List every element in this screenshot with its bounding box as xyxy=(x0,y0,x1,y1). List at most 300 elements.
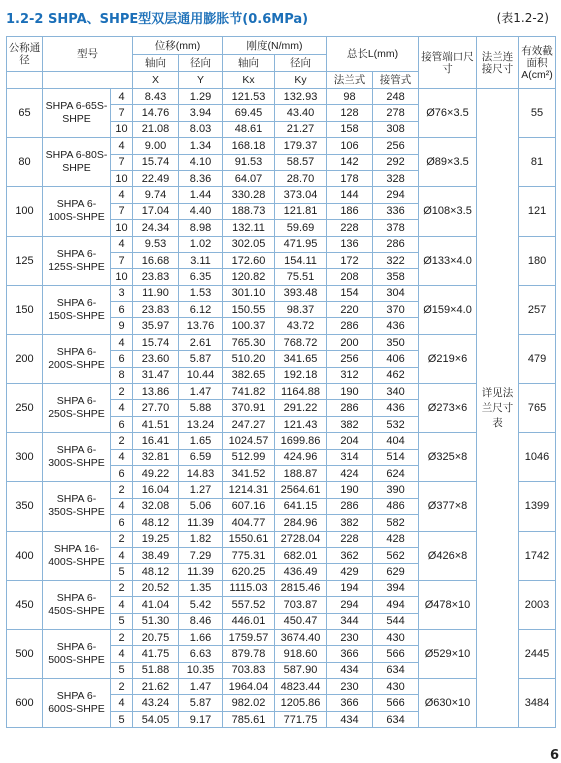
stiff-kx-cell: 341.52 xyxy=(223,465,275,481)
stiff-kx-cell: 302.05 xyxy=(223,236,275,252)
wave-count-cell: 2 xyxy=(111,531,133,547)
wave-count-cell: 7 xyxy=(111,252,133,268)
pipe-length-cell: 430 xyxy=(373,679,419,695)
stiff-kx-cell: 1024.57 xyxy=(223,433,275,449)
stiff-ky-cell: 43.72 xyxy=(275,318,327,334)
effective-area-cell: 257 xyxy=(519,285,556,334)
flange-length-cell: 424 xyxy=(327,465,373,481)
flange-length-cell: 366 xyxy=(327,646,373,662)
pipe-length-cell: 462 xyxy=(373,367,419,383)
disp-y-cell: 1.53 xyxy=(179,285,223,301)
table-row xyxy=(7,384,556,400)
wave-count-cell: 10 xyxy=(111,269,133,285)
stiff-ky-cell: 132.93 xyxy=(275,89,327,105)
stiff-kx-cell: 168.18 xyxy=(223,138,275,154)
nominal-diameter-cell: 450 xyxy=(7,580,43,629)
pipe-end-size-cell: Ø219×6 xyxy=(419,334,477,383)
spec-table xyxy=(6,36,556,728)
table-row xyxy=(7,679,556,695)
stiff-kx-cell: 64.07 xyxy=(223,170,275,186)
model-cell: SHPA 6-600S-SHPE xyxy=(43,679,111,728)
wave-count-cell: 2 xyxy=(111,384,133,400)
table-body xyxy=(7,89,556,728)
flange-length-cell: 382 xyxy=(327,416,373,432)
table-row xyxy=(7,334,556,350)
header-model: 型号 xyxy=(43,37,133,72)
disp-y-cell: 1.47 xyxy=(179,679,223,695)
nominal-diameter-cell: 600 xyxy=(7,679,43,728)
effective-area-cell: 121 xyxy=(519,187,556,236)
stiff-kx-cell: 330.28 xyxy=(223,187,275,203)
stiff-ky-cell: 1164.88 xyxy=(275,384,327,400)
stiff-kx-cell: 741.82 xyxy=(223,384,275,400)
disp-x-cell: 9.00 xyxy=(133,138,179,154)
pipe-length-cell: 390 xyxy=(373,482,419,498)
pipe-end-size-cell: Ø108×3.5 xyxy=(419,187,477,236)
table-row xyxy=(7,138,556,154)
stiff-kx-cell: 510.20 xyxy=(223,351,275,367)
pipe-length-cell: 248 xyxy=(373,89,419,105)
flange-length-cell: 154 xyxy=(327,285,373,301)
header-stiff-radial: 径向 xyxy=(275,55,327,72)
model-cell: SHPA 6-500S-SHPE xyxy=(43,629,111,678)
disp-x-cell: 54.05 xyxy=(133,711,179,727)
pipe-end-size-cell: Ø377×8 xyxy=(419,482,477,531)
disp-y-cell: 1.65 xyxy=(179,433,223,449)
table-row xyxy=(7,89,556,105)
flange-length-cell: 314 xyxy=(327,449,373,465)
stiff-ky-cell: 121.43 xyxy=(275,416,327,432)
pipe-length-cell: 532 xyxy=(373,416,419,432)
table-row xyxy=(7,629,556,645)
stiff-ky-cell: 918.60 xyxy=(275,646,327,662)
wave-count-cell: 5 xyxy=(111,711,133,727)
header-stiff-axial: 轴向 xyxy=(223,55,275,72)
stiff-ky-cell: 1205.86 xyxy=(275,695,327,711)
effective-area-cell: 1742 xyxy=(519,531,556,580)
flange-length-cell: 362 xyxy=(327,547,373,563)
pipe-length-cell: 436 xyxy=(373,400,419,416)
model-cell: SHPA 6-65S-SHPE xyxy=(43,89,111,138)
stiff-ky-cell: 703.87 xyxy=(275,597,327,613)
disp-y-cell: 11.39 xyxy=(179,515,223,531)
wave-count-cell: 3 xyxy=(111,285,133,301)
table-number: (表1.2-2) xyxy=(496,11,549,25)
disp-x-cell: 21.62 xyxy=(133,679,179,695)
stiff-kx-cell: 172.60 xyxy=(223,252,275,268)
flange-length-cell: 228 xyxy=(327,531,373,547)
disp-y-cell: 13.76 xyxy=(179,318,223,334)
header-flange-size: 法兰连接尺寸 xyxy=(477,37,519,89)
disp-y-cell: 1.34 xyxy=(179,138,223,154)
disp-y-cell: 5.42 xyxy=(179,597,223,613)
model-cell: SHPA 6-350S-SHPE xyxy=(43,482,111,531)
disp-y-cell: 1.35 xyxy=(179,580,223,596)
disp-x-cell: 41.51 xyxy=(133,416,179,432)
wave-count-cell: 10 xyxy=(111,121,133,137)
pipe-length-cell: 634 xyxy=(373,711,419,727)
wave-count-cell: 6 xyxy=(111,351,133,367)
model-cell: SHPA 6-100S-SHPE xyxy=(43,187,111,236)
model-cell: SHPA 6-125S-SHPE xyxy=(43,236,111,285)
stiff-ky-cell: 192.18 xyxy=(275,367,327,383)
stiff-kx-cell: 1214.31 xyxy=(223,482,275,498)
pipe-length-cell: 256 xyxy=(373,138,419,154)
header-pipe-type: 接管式 xyxy=(373,72,419,89)
nominal-diameter-cell: 100 xyxy=(7,187,43,236)
stiff-kx-cell: 188.73 xyxy=(223,203,275,219)
stiff-ky-cell: 43.40 xyxy=(275,105,327,121)
header-flange-type: 法兰式 xyxy=(327,72,373,89)
stiff-kx-cell: 1550.61 xyxy=(223,531,275,547)
disp-x-cell: 31.47 xyxy=(133,367,179,383)
stiff-ky-cell: 771.75 xyxy=(275,711,327,727)
disp-x-cell: 32.81 xyxy=(133,449,179,465)
stiff-kx-cell: 1964.04 xyxy=(223,679,275,695)
pipe-length-cell: 428 xyxy=(373,531,419,547)
stiff-kx-cell: 370.91 xyxy=(223,400,275,416)
disp-y-cell: 14.83 xyxy=(179,465,223,481)
stiff-ky-cell: 154.11 xyxy=(275,252,327,268)
flange-length-cell: 256 xyxy=(327,351,373,367)
effective-area-cell: 180 xyxy=(519,236,556,285)
pipe-end-size-cell: Ø89×3.5 xyxy=(419,138,477,187)
stiff-kx-cell: 557.52 xyxy=(223,597,275,613)
disp-y-cell: 1.82 xyxy=(179,531,223,547)
disp-x-cell: 21.08 xyxy=(133,121,179,137)
disp-y-cell: 13.24 xyxy=(179,416,223,432)
disp-y-cell: 4.10 xyxy=(179,154,223,170)
header-displacement: 位移(mm) xyxy=(133,37,223,55)
nominal-diameter-cell: 250 xyxy=(7,384,43,433)
nominal-diameter-cell: 150 xyxy=(7,285,43,334)
disp-x-cell: 8.43 xyxy=(133,89,179,105)
flange-length-cell: 190 xyxy=(327,384,373,400)
disp-y-cell: 10.44 xyxy=(179,367,223,383)
wave-count-cell: 4 xyxy=(111,236,133,252)
stiff-ky-cell: 121.81 xyxy=(275,203,327,219)
stiff-ky-cell: 75.51 xyxy=(275,269,327,285)
stiff-ky-cell: 21.27 xyxy=(275,121,327,137)
stiff-ky-cell: 1699.86 xyxy=(275,433,327,449)
nominal-diameter-cell: 350 xyxy=(7,482,43,531)
header-dn: 公称通径 xyxy=(7,37,43,72)
flange-length-cell: 312 xyxy=(327,367,373,383)
stiff-kx-cell: 247.27 xyxy=(223,416,275,432)
stiff-kx-cell: 703.83 xyxy=(223,662,275,678)
wave-count-cell: 6 xyxy=(111,416,133,432)
pipe-length-cell: 629 xyxy=(373,564,419,580)
disp-x-cell: 16.41 xyxy=(133,433,179,449)
pipe-length-cell: 624 xyxy=(373,465,419,481)
disp-y-cell: 9.17 xyxy=(179,711,223,727)
disp-x-cell: 35.97 xyxy=(133,318,179,334)
flange-length-cell: 230 xyxy=(327,629,373,645)
disp-x-cell: 23.83 xyxy=(133,302,179,318)
pipe-length-cell: 336 xyxy=(373,203,419,219)
model-cell: SHPA 6-80S-SHPE xyxy=(43,138,111,187)
stiff-ky-cell: 450.47 xyxy=(275,613,327,629)
header-y: Y xyxy=(179,72,223,89)
header-area: 有效截面积A(cm²) xyxy=(519,37,556,89)
stiff-kx-cell: 382.65 xyxy=(223,367,275,383)
stiff-ky-cell: 424.96 xyxy=(275,449,327,465)
stiff-kx-cell: 91.53 xyxy=(223,154,275,170)
stiff-ky-cell: 768.72 xyxy=(275,334,327,350)
pipe-length-cell: 514 xyxy=(373,449,419,465)
stiff-ky-cell: 291.22 xyxy=(275,400,327,416)
disp-x-cell: 27.70 xyxy=(133,400,179,416)
wave-count-cell: 4 xyxy=(111,695,133,711)
effective-area-cell: 479 xyxy=(519,334,556,383)
disp-x-cell: 16.68 xyxy=(133,252,179,268)
stiff-ky-cell: 682.01 xyxy=(275,547,327,563)
header-length: 总长L(mm) xyxy=(327,37,419,72)
wave-count-cell: 4 xyxy=(111,138,133,154)
stiff-ky-cell: 3674.40 xyxy=(275,629,327,645)
wave-count-cell: 6 xyxy=(111,515,133,531)
wave-count-cell: 4 xyxy=(111,646,133,662)
stiff-kx-cell: 775.31 xyxy=(223,547,275,563)
stiff-kx-cell: 404.77 xyxy=(223,515,275,531)
pipe-length-cell: 562 xyxy=(373,547,419,563)
disp-x-cell: 19.25 xyxy=(133,531,179,547)
flange-length-cell: 172 xyxy=(327,252,373,268)
flange-length-cell: 128 xyxy=(327,105,373,121)
effective-area-cell: 1046 xyxy=(519,433,556,482)
wave-count-cell: 4 xyxy=(111,449,133,465)
stiff-ky-cell: 179.37 xyxy=(275,138,327,154)
wave-count-cell: 6 xyxy=(111,302,133,318)
stiff-kx-cell: 982.02 xyxy=(223,695,275,711)
disp-y-cell: 6.63 xyxy=(179,646,223,662)
model-cell: SHPA 6-150S-SHPE xyxy=(43,285,111,334)
table-row xyxy=(7,236,556,252)
pipe-length-cell: 294 xyxy=(373,187,419,203)
flange-size-note-cell: 详见法兰尺寸表 xyxy=(477,89,519,728)
disp-x-cell: 43.24 xyxy=(133,695,179,711)
flange-length-cell: 230 xyxy=(327,679,373,695)
header-ky: Ky xyxy=(275,72,327,89)
table-row xyxy=(7,482,556,498)
pipe-length-cell: 566 xyxy=(373,695,419,711)
header-dn-cont xyxy=(7,72,43,89)
disp-y-cell: 1.27 xyxy=(179,482,223,498)
page-number: 6 xyxy=(549,748,559,763)
stiff-kx-cell: 120.82 xyxy=(223,269,275,285)
page-header xyxy=(6,8,549,32)
flange-length-cell: 106 xyxy=(327,138,373,154)
flange-length-cell: 429 xyxy=(327,564,373,580)
disp-x-cell: 16.04 xyxy=(133,482,179,498)
flange-length-cell: 286 xyxy=(327,400,373,416)
flange-length-cell: 286 xyxy=(327,498,373,514)
stiff-ky-cell: 2728.04 xyxy=(275,531,327,547)
stiff-ky-cell: 587.90 xyxy=(275,662,327,678)
pipe-length-cell: 378 xyxy=(373,220,419,236)
stiff-ky-cell: 59.69 xyxy=(275,220,327,236)
pipe-length-cell: 328 xyxy=(373,170,419,186)
stiff-ky-cell: 2815.46 xyxy=(275,580,327,596)
stiff-kx-cell: 301.10 xyxy=(223,285,275,301)
wave-count-cell: 8 xyxy=(111,367,133,383)
disp-x-cell: 23.60 xyxy=(133,351,179,367)
stiff-kx-cell: 150.55 xyxy=(223,302,275,318)
table-row xyxy=(7,285,556,301)
effective-area-cell: 81 xyxy=(519,138,556,187)
flange-length-cell: 158 xyxy=(327,121,373,137)
pipe-length-cell: 370 xyxy=(373,302,419,318)
effective-area-cell: 1399 xyxy=(519,482,556,531)
model-cell: SHPA 16-400S-SHPE xyxy=(43,531,111,580)
wave-count-cell: 7 xyxy=(111,105,133,121)
wave-count-cell: 5 xyxy=(111,662,133,678)
header-disp-axial: 轴向 xyxy=(133,55,179,72)
disp-y-cell: 8.36 xyxy=(179,170,223,186)
disp-y-cell: 1.66 xyxy=(179,629,223,645)
flange-length-cell: 142 xyxy=(327,154,373,170)
header-kx: Kx xyxy=(223,72,275,89)
wave-count-cell: 7 xyxy=(111,203,133,219)
flange-length-cell: 186 xyxy=(327,203,373,219)
stiff-kx-cell: 121.53 xyxy=(223,89,275,105)
flange-length-cell: 294 xyxy=(327,597,373,613)
wave-count-cell: 10 xyxy=(111,220,133,236)
disp-y-cell: 10.35 xyxy=(179,662,223,678)
wave-count-cell: 2 xyxy=(111,629,133,645)
stiff-ky-cell: 284.96 xyxy=(275,515,327,531)
flange-length-cell: 434 xyxy=(327,662,373,678)
wave-count-cell: 4 xyxy=(111,597,133,613)
pipe-length-cell: 308 xyxy=(373,121,419,137)
pipe-length-cell: 566 xyxy=(373,646,419,662)
pipe-length-cell: 286 xyxy=(373,236,419,252)
stiff-kx-cell: 132.11 xyxy=(223,220,275,236)
flange-length-cell: 200 xyxy=(327,334,373,350)
pipe-end-size-cell: Ø273×6 xyxy=(419,384,477,433)
effective-area-cell: 765 xyxy=(519,384,556,433)
disp-x-cell: 41.75 xyxy=(133,646,179,662)
disp-y-cell: 8.03 xyxy=(179,121,223,137)
disp-y-cell: 11.39 xyxy=(179,564,223,580)
stiff-ky-cell: 341.65 xyxy=(275,351,327,367)
disp-y-cell: 5.87 xyxy=(179,351,223,367)
disp-y-cell: 5.06 xyxy=(179,498,223,514)
effective-area-cell: 2003 xyxy=(519,580,556,629)
flange-length-cell: 220 xyxy=(327,302,373,318)
flange-length-cell: 190 xyxy=(327,482,373,498)
wave-count-cell: 2 xyxy=(111,433,133,449)
pipe-end-size-cell: Ø630×10 xyxy=(419,679,477,728)
flange-length-cell: 344 xyxy=(327,613,373,629)
wave-count-cell: 4 xyxy=(111,89,133,105)
wave-count-cell: 10 xyxy=(111,170,133,186)
stiff-kx-cell: 100.37 xyxy=(223,318,275,334)
disp-y-cell: 3.94 xyxy=(179,105,223,121)
disp-x-cell: 13.86 xyxy=(133,384,179,400)
stiff-kx-cell: 765.30 xyxy=(223,334,275,350)
flange-length-cell: 178 xyxy=(327,170,373,186)
stiff-ky-cell: 58.57 xyxy=(275,154,327,170)
disp-x-cell: 11.90 xyxy=(133,285,179,301)
effective-area-cell: 2445 xyxy=(519,629,556,678)
table-row xyxy=(7,187,556,203)
table-row xyxy=(7,433,556,449)
pipe-length-cell: 358 xyxy=(373,269,419,285)
stiff-kx-cell: 512.99 xyxy=(223,449,275,465)
header-model-cont xyxy=(43,72,133,89)
nominal-diameter-cell: 400 xyxy=(7,531,43,580)
flange-length-cell: 144 xyxy=(327,187,373,203)
flange-length-cell: 286 xyxy=(327,318,373,334)
nominal-diameter-cell: 125 xyxy=(7,236,43,285)
flange-length-cell: 98 xyxy=(327,89,373,105)
pipe-length-cell: 436 xyxy=(373,318,419,334)
flange-length-cell: 366 xyxy=(327,695,373,711)
disp-y-cell: 5.87 xyxy=(179,695,223,711)
wave-count-cell: 2 xyxy=(111,580,133,596)
nominal-diameter-cell: 200 xyxy=(7,334,43,383)
stiff-ky-cell: 4823.44 xyxy=(275,679,327,695)
wave-count-cell: 4 xyxy=(111,498,133,514)
disp-x-cell: 49.22 xyxy=(133,465,179,481)
disp-x-cell: 51.30 xyxy=(133,613,179,629)
wave-count-cell: 7 xyxy=(111,154,133,170)
pipe-length-cell: 350 xyxy=(373,334,419,350)
pipe-length-cell: 340 xyxy=(373,384,419,400)
wave-count-cell: 9 xyxy=(111,318,133,334)
stiff-kx-cell: 1759.57 xyxy=(223,629,275,645)
header-disp-radial: 径向 xyxy=(179,55,223,72)
wave-count-cell: 2 xyxy=(111,679,133,695)
wave-count-cell: 4 xyxy=(111,334,133,350)
pipe-length-cell: 304 xyxy=(373,285,419,301)
pipe-end-size-cell: Ø478×10 xyxy=(419,580,477,629)
wave-count-cell: 5 xyxy=(111,613,133,629)
pipe-end-size-cell: Ø325×8 xyxy=(419,433,477,482)
disp-y-cell: 1.29 xyxy=(179,89,223,105)
effective-area-cell: 3484 xyxy=(519,679,556,728)
table-head xyxy=(7,37,556,89)
stiff-ky-cell: 436.49 xyxy=(275,564,327,580)
nominal-diameter-cell: 300 xyxy=(7,433,43,482)
nominal-diameter-cell: 65 xyxy=(7,89,43,138)
disp-x-cell: 22.49 xyxy=(133,170,179,186)
disp-x-cell: 20.75 xyxy=(133,629,179,645)
disp-x-cell: 9.53 xyxy=(133,236,179,252)
model-cell: SHPA 6-250S-SHPE xyxy=(43,384,111,433)
disp-y-cell: 6.59 xyxy=(179,449,223,465)
nominal-diameter-cell: 80 xyxy=(7,138,43,187)
disp-y-cell: 1.44 xyxy=(179,187,223,203)
disp-x-cell: 15.74 xyxy=(133,334,179,350)
pipe-end-size-cell: Ø133×4.0 xyxy=(419,236,477,285)
pipe-length-cell: 292 xyxy=(373,154,419,170)
pipe-end-size-cell: Ø76×3.5 xyxy=(419,89,477,138)
table-row xyxy=(7,580,556,596)
header-pipe-size: 接管端口尺寸 xyxy=(419,37,477,89)
stiff-ky-cell: 393.48 xyxy=(275,285,327,301)
disp-x-cell: 41.04 xyxy=(133,597,179,613)
header-stiffness: 刚度(N/mm) xyxy=(223,37,327,55)
wave-count-cell: 4 xyxy=(111,187,133,203)
flange-length-cell: 382 xyxy=(327,515,373,531)
nominal-diameter-cell: 500 xyxy=(7,629,43,678)
stiff-ky-cell: 2564.61 xyxy=(275,482,327,498)
disp-y-cell: 7.29 xyxy=(179,547,223,563)
disp-y-cell: 3.11 xyxy=(179,252,223,268)
disp-x-cell: 32.08 xyxy=(133,498,179,514)
